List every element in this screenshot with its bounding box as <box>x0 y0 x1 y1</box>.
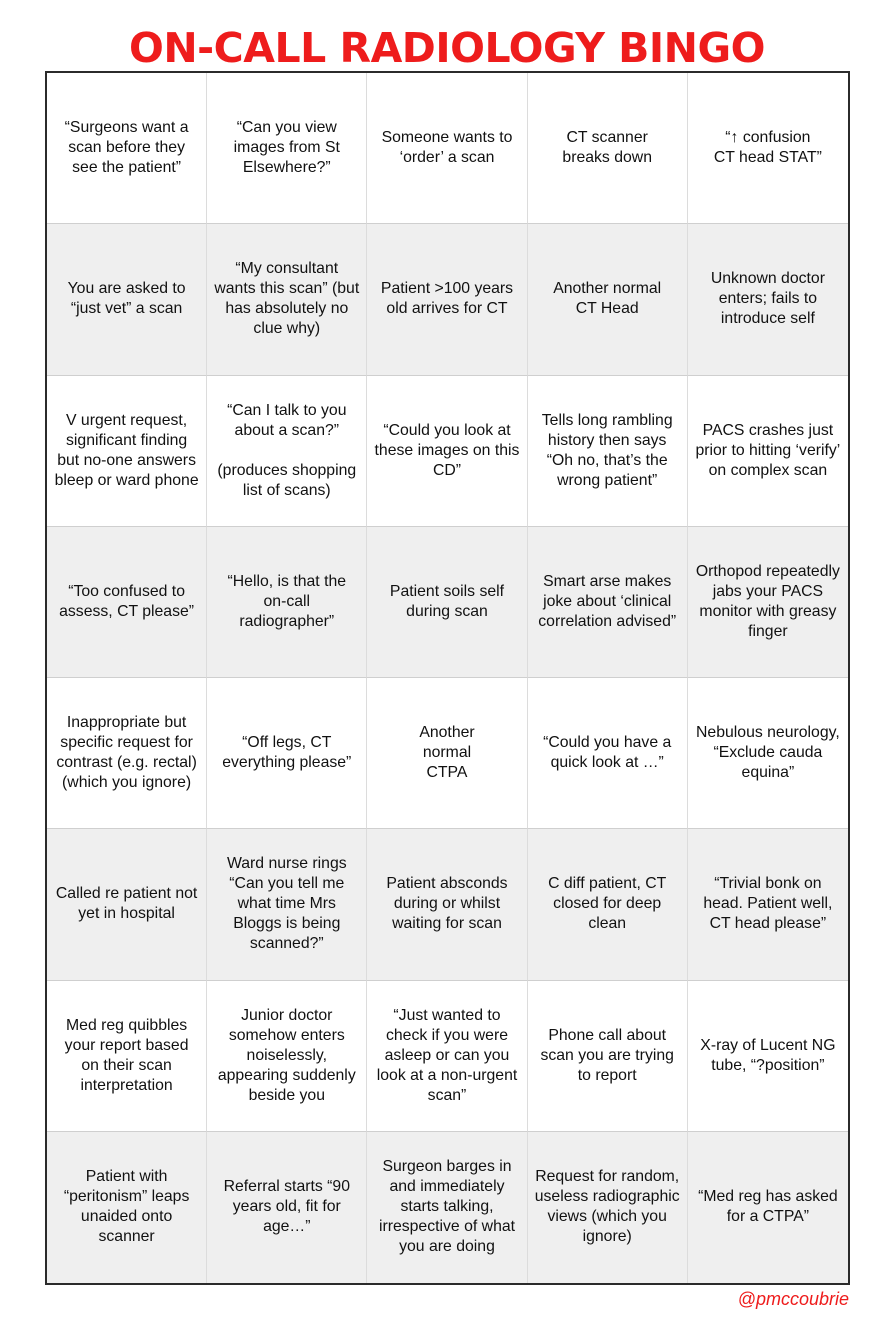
bingo-square: “Can I talk to you about a scan?” (produces shopping list of scans) <box>207 376 367 527</box>
bingo-square: Nebulous neurology, “Exclude cauda equina” <box>688 678 848 829</box>
bingo-square: Patient soils self during scan <box>367 527 527 678</box>
bingo-square: “↑ confusion CT head STAT” <box>688 73 848 224</box>
bingo-square: Smart arse makes joke about ‘clinical correlation advised” <box>528 527 688 678</box>
author-handle: @pmccoubrie <box>737 1289 849 1309</box>
bingo-square: Request for random, useless radiographic views (which you ignore) <box>528 1132 688 1283</box>
bingo-square: PACS crashes just prior to hitting ‘verify’ on complex scan <box>688 376 848 527</box>
bingo-square: “Too confused to assess, CT please” <box>47 527 207 678</box>
page-title: ON-CALL RADIOLOGY BINGO <box>128 24 766 72</box>
bingo-square: “My consultant wants this scan” (but has absolutely no clue why) <box>207 224 367 375</box>
bingo-board <box>45 71 850 1285</box>
bingo-square: Another normal CTPA <box>367 678 527 829</box>
bingo-square: Called re patient not yet in hospital <box>47 829 207 980</box>
bingo-square: Med reg quibbles your report based on their scan interpretation <box>47 981 207 1132</box>
bingo-square: CT scanner breaks down <box>528 73 688 224</box>
bingo-square: Patient with “peritonism” leaps unaided onto scanner <box>47 1132 207 1283</box>
bingo-square: Patient absconds during or whilst waiting for scan <box>367 829 527 980</box>
bingo-square: Someone wants to ‘order’ a scan <box>367 73 527 224</box>
bingo-square: Unknown doctor enters; fails to introduce self <box>688 224 848 375</box>
bingo-square: “Off legs, CT everything please” <box>207 678 367 829</box>
bingo-square: “Med reg has asked for a CTPA” <box>688 1132 848 1283</box>
bingo-square: Patient >100 years old arrives for CT <box>367 224 527 375</box>
bingo-square: Ward nurse rings “Can you tell me what time Mrs Bloggs is being scanned?” <box>207 829 367 980</box>
bingo-square: C diff patient, CT closed for deep clean <box>528 829 688 980</box>
bingo-square: Tells long rambling history then says “Oh no, that’s the wrong patient” <box>528 376 688 527</box>
bingo-square: “Surgeons want a scan before they see the patient” <box>47 73 207 224</box>
bingo-square: “Just wanted to check if you were asleep or can you look at a non-urgent scan” <box>367 981 527 1132</box>
bingo-square: V urgent request, significant finding but no-one answers bleep or ward phone <box>47 376 207 527</box>
bingo-square: “Can you view images from St Elsewhere?” <box>207 73 367 224</box>
bingo-square: “Hello, is that the on-call radiographer” <box>207 527 367 678</box>
bingo-square: Inappropriate but specific request for contrast (e.g. rectal) (which you ignore) <box>47 678 207 829</box>
bingo-square: “Could you have a quick look at …” <box>528 678 688 829</box>
bingo-square: Surgeon barges in and immediately starts talking, irrespective of what you are doing <box>367 1132 527 1283</box>
bingo-square: Another normal CT Head <box>528 224 688 375</box>
bingo-square: “Trivial bonk on head. Patient well, CT head please” <box>688 829 848 980</box>
bingo-square: Referral starts “90 years old, fit for age…” <box>207 1132 367 1283</box>
bingo-square: X-ray of Lucent NG tube, “?position” <box>688 981 848 1132</box>
bingo-square: “Could you look at these images on this CD” <box>367 376 527 527</box>
bingo-square: Junior doctor somehow enters noiselessly, appearing suddenly beside you <box>207 981 367 1132</box>
bingo-square: Phone call about scan you are trying to report <box>528 981 688 1132</box>
bingo-square: You are asked to “just vet” a scan <box>47 224 207 375</box>
bingo-square: Orthopod repeatedly jabs your PACS monitor with greasy finger <box>688 527 848 678</box>
